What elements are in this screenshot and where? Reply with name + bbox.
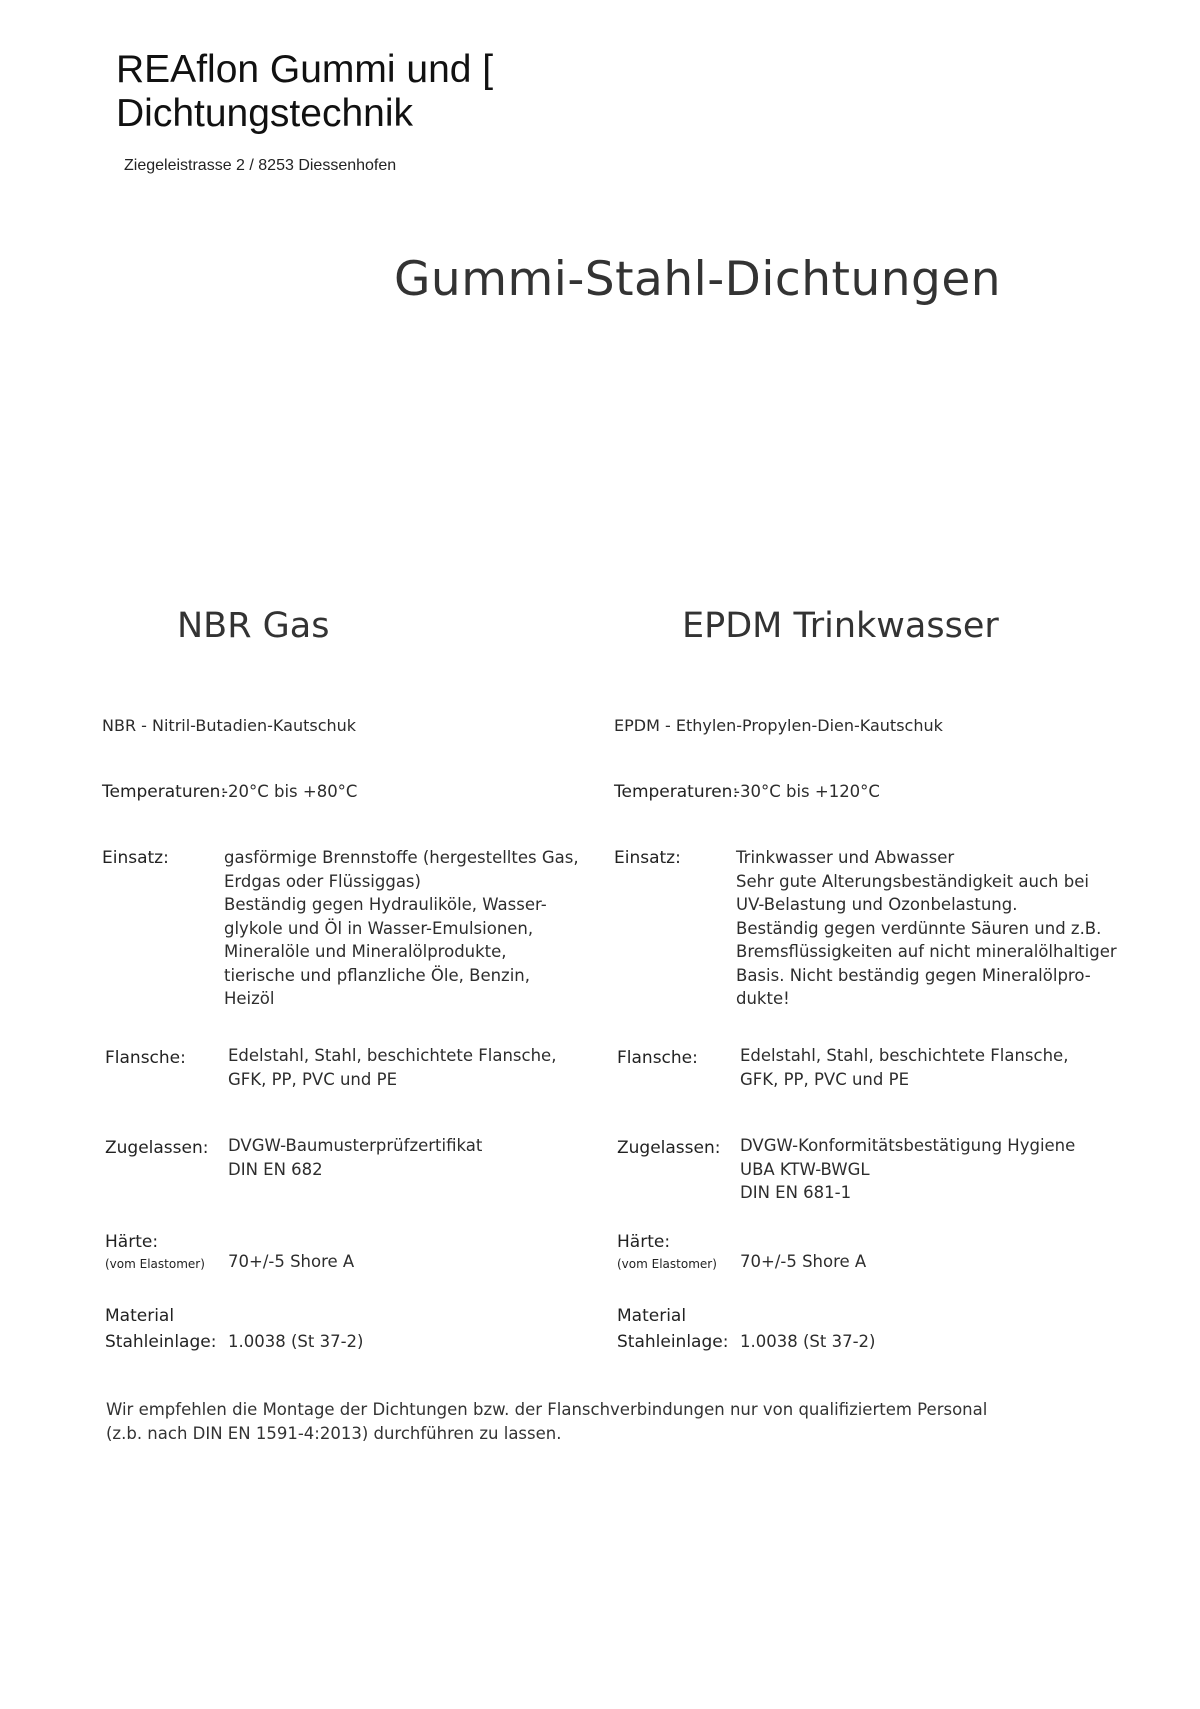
left-haerte-value: 70+/-5 Shore A	[228, 1252, 355, 1271]
left-einsatz-label: Einsatz:	[102, 848, 169, 868]
left-flansche-label: Flansche:	[105, 1048, 186, 1068]
left-material-label1: Material	[105, 1306, 175, 1326]
right-material-label1: Material	[617, 1306, 687, 1326]
right-zugelassen-label: Zugelassen:	[617, 1138, 721, 1158]
company-name-line2: Dichtungstechnik	[116, 92, 413, 135]
left-zugelassen-text	[228, 1134, 482, 1181]
right-flansche-line: Edelstahl, Stahl, beschichtete Flansche,	[740, 1046, 1069, 1065]
right-zugelassen-line: UBA KTW-BWGL	[740, 1159, 870, 1179]
company-name-line1: REAflon Gummi und [	[116, 48, 494, 91]
footer-line2: (z.b. nach DIN EN 1591-4:2013) durchführen zu lassen.	[106, 1424, 562, 1443]
company-address: Ziegeleistrasse 2 / 8253 Diessenhofen	[124, 157, 397, 174]
left-einsatz-line: glykole und Öl in Wasser-Emulsionen,	[224, 918, 534, 938]
right-einsatz-line: dukte!	[736, 989, 790, 1008]
left-zugelassen-line: DVGW-Baumusterprüfzertifikat	[228, 1136, 483, 1155]
company-name	[116, 48, 536, 136]
left-einsatz-line: Mineralöle und Mineralölprodukte,	[224, 942, 507, 961]
footer-line1: Wir empfehlen die Montage der Dichtungen bzw. der Flanschverbindungen nur von qualifiziertem Personal	[106, 1400, 988, 1419]
right-material-value: 1.0038 (St 37-2)	[740, 1332, 876, 1351]
right-einsatz-line: Basis. Nicht beständig gegen Mineralölpro-	[736, 965, 1091, 985]
right-einsatz-line: Beständig gegen verdünnte Säuren und z.B.	[736, 918, 1102, 938]
left-einsatz-text	[224, 846, 579, 1011]
left-material-desc: - Nitril-Butadien-Kautschuk	[136, 716, 357, 735]
left-material-abbr: NBR	[102, 716, 137, 735]
right-column-title: EPDM Trinkwasser	[682, 606, 999, 646]
right-flansche-line: GFK, PP, PVC und PE	[740, 1069, 909, 1089]
right-einsatz-line: Trinkwasser und Abwasser	[736, 848, 955, 867]
left-flansche-text	[228, 1044, 556, 1091]
left-column-title: NBR Gas	[177, 606, 330, 646]
right-einsatz-text	[736, 846, 1117, 1011]
right-temp-label: Temperaturen:	[614, 782, 739, 802]
left-einsatz-line: gasförmige Brennstoffe (hergestelltes Gas,	[224, 848, 579, 867]
left-flansche-line: GFK, PP, PVC und PE	[228, 1069, 397, 1089]
right-zugelassen-text	[740, 1134, 1075, 1205]
left-zugelassen-line: DIN EN 682	[228, 1159, 323, 1179]
left-material-label2: Stahleinlage:	[105, 1332, 217, 1352]
right-haerte-sub: (vom Elastomer)	[617, 1257, 717, 1271]
footer-note	[106, 1398, 1006, 1446]
left-temp-value: -20°C bis +80°C	[222, 782, 358, 801]
right-zugelassen-line: DVGW-Konformitätsbestätigung Hygiene	[740, 1136, 1076, 1155]
left-einsatz-line: Heizöl	[224, 989, 275, 1008]
left-haerte-label: Härte:	[105, 1232, 159, 1252]
right-einsatz-line: Sehr gute Alterungsbeständigkeit auch bei	[736, 871, 1089, 891]
right-haerte-value: 70+/-5 Shore A	[740, 1252, 867, 1271]
left-flansche-line: Edelstahl, Stahl, beschichtete Flansche,	[228, 1046, 557, 1065]
left-zugelassen-label: Zugelassen:	[105, 1138, 209, 1158]
left-temp-label: Temperaturen:	[102, 782, 227, 802]
right-material-label2: Stahleinlage:	[617, 1332, 729, 1352]
document-title: Gummi-Stahl-Dichtungen	[394, 252, 1002, 307]
left-einsatz-line: Beständig gegen Hydrauliköle, Wasser-	[224, 895, 547, 914]
right-flansche-text	[740, 1044, 1068, 1091]
right-einsatz-line: UV-Belastung und Ozonbelastung.	[736, 895, 1018, 914]
left-haerte-sub: (vom Elastomer)	[105, 1257, 205, 1271]
right-temp-value: -30°C bis +120°C	[734, 782, 880, 801]
left-einsatz-line: Erdgas oder Flüssiggas)	[224, 871, 421, 891]
left-material-value: 1.0038 (St 37-2)	[228, 1332, 364, 1351]
right-material-line	[614, 714, 943, 738]
right-material-abbr: EPDM	[614, 716, 660, 735]
left-material-line	[102, 714, 356, 738]
right-zugelassen-line: DIN EN 681-1	[740, 1183, 852, 1202]
left-einsatz-line: tierische und pflanzliche Öle, Benzin,	[224, 965, 531, 985]
right-material-desc: - Ethylen-Propylen-Dien-Kautschuk	[659, 716, 943, 735]
right-einsatz-label: Einsatz:	[614, 848, 681, 868]
right-einsatz-line: Bremsflüssigkeiten auf nicht mineralölhaltiger	[736, 942, 1117, 961]
right-haerte-label: Härte:	[617, 1232, 671, 1252]
right-flansche-label: Flansche:	[617, 1048, 698, 1068]
